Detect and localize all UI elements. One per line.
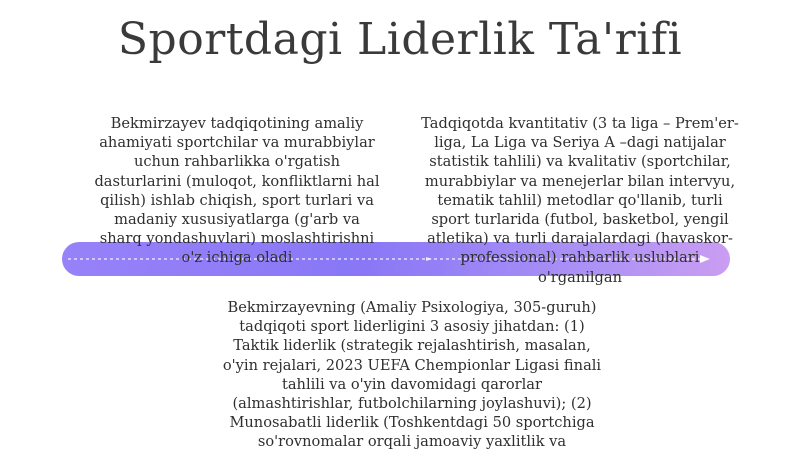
methodology-text: Tadqiqotda kvantitativ (3 ta liga – Prem'er-liga, La Liga va Seriya A –dagi natijalar statistik tahlili) va kvalitativ (sportchilar, murabbiylar va menejerlar bilan intervyu, tematik tahlil) metodlar qo'llanib, turli sport turlarida (futbol, basketbol, yengil atletika) va turli darajalardagi (havaskor-professional) rahbarlik uslublari o'rganilgan (421, 115, 739, 286)
practical-significance-text: Bekmirzayev tadqiqotining amaliy ahamiyati sportchilar va murabbiylar uchun rahbarlikka o'rgatish dasturlarini (muloqot, konfliktlarni hal qilish) ishlab chiqish, sport turlari va madaniy xususiyatlarga (g'arb va sharq yondashuvlari) moslashtirishni o'z ichiga oladi (94, 115, 380, 267)
slide-title: Sportdagi Liderlik Ta'rifi (117, 14, 683, 65)
research-summary-text: Bekmirzayevning (Amaliy Psixologiya, 305-guruh) tadqiqoti sport liderligini 3 asosiy jihatdan: (1) Taktik liderlik (strategik rejalashtirish, masalan, o'yin rejalari, 2023 UEFA Chempionlar Ligasi finali tahlili va o'yin davomidagi qarorlar (almashtirishlar, futbolchilarning joylashuvi); (2) Munosabatli liderlik (Toshkentdagi 50 sportchiga so'rovnomalar orqali jamoaviy yaxlitlik va (222, 299, 602, 451)
